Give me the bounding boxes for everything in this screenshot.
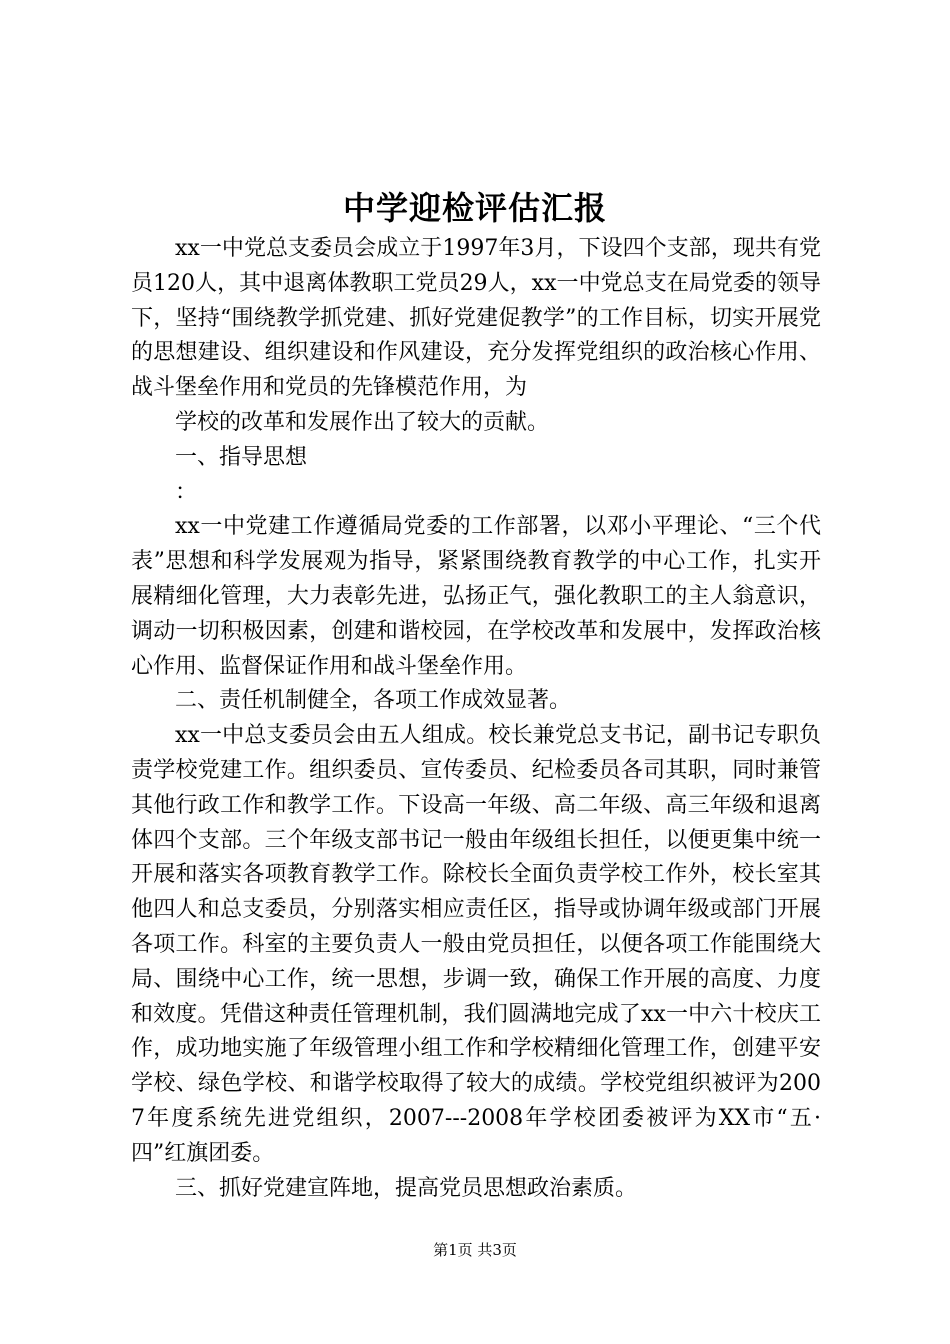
paragraph-intro-cont: 学校的改革和发展作出了较大的贡献。 <box>175 409 550 435</box>
paragraph-responsibility: xx一中总支委员会由五人组成。校长兼党总支书记，副书记专职负责学校党建工作。组织委员、宣传委员、纪检委员各司其职，同时兼管其他行政工作和教学工作。下设高一年级、高二年级、高三年级和退离体四个支部。三个年级支部书记一般由年级组长担任，以便更集中统一开展和落实各项教育教学工作。除校长全面负责学校工作外，校长室其他四人和总支委员，分别落实相应责任区，指导或协调年级或部门开展各项工作。科室的主要负责人一般由党员担任，以便各项工作能围绕大局、围绕中心工作，统一思想，步调一致，确保工作开展的高度、力度和效度。凭借这种责任管理机制，我们圆满地完成了xx一中六十校庆工作，成功地实施了年级管理小组工作和学校精细化管理工作，创建平安学校、绿色学校、和谐学校取得了较大的成绩。学校党组织被评为2007年度系统先进党组织，2007---2008年学校团委被评为XX市“五·四”红旗团委。 <box>131 723 821 1166</box>
page-footer: 第1页 共3页 <box>433 1241 517 1259</box>
paragraph-colon: ： <box>175 479 198 505</box>
heading-responsibility: 二、责任机制健全，各项工作成效显著。 <box>175 688 572 714</box>
heading-guiding-thought: 一、指导思想 <box>175 444 308 470</box>
paragraph-guiding-thought: xx一中党建工作遵循局党委的工作部署，以邓小平理论、“三个代表”思想和科学发展观为指导，紧紧围绕教育教学的中心工作，扎实开展精细化管理，大力表彰先进，弘扬正气，强化教职工的主人翁意识，调动一切积极因素，创建和谐校园，在学校改革和发展中，发挥政治核心作用、监督保证作用和战斗堡垒作用。 <box>131 514 821 679</box>
paragraph-intro: xx一中党总支委员会成立于1997年3月，下设四个支部，现共有党员120人，其中退离体教职工党员29人，xx一中党总支在局党委的领导下，坚持“围绕教学抓党建、抓好党建促教学”的工作目标，切实开展党的思想建设、组织建设和作风建设，充分发挥党组织的政治核心作用、战斗堡垒作用和党员的先锋模范作用，为 <box>131 236 821 401</box>
document-title: 中学迎检评估汇报 <box>342 189 607 227</box>
document-body <box>131 232 821 1206</box>
heading-party-building: 三、抓好党建宣阵地，提高党员思想政治素质。 <box>175 1175 638 1201</box>
